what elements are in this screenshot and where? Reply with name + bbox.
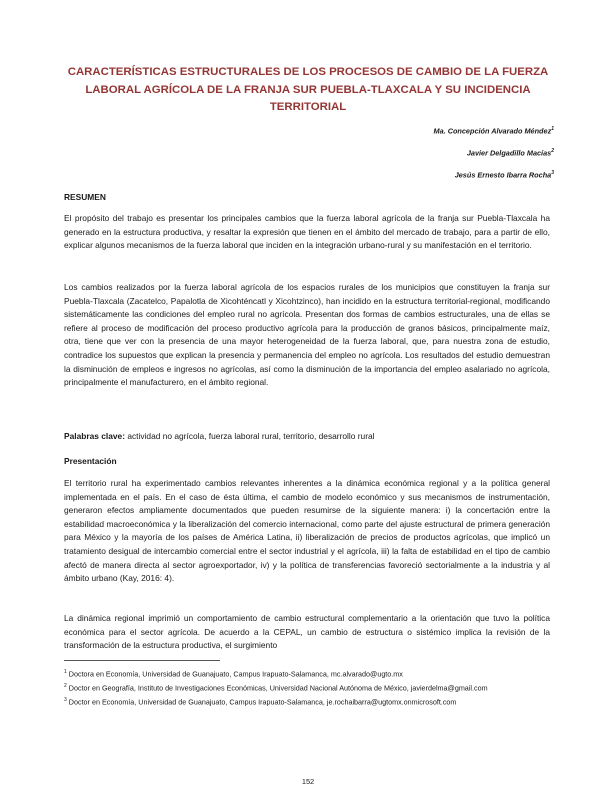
footnote-text: Doctor en Economía, Universidad de Guanajuato, Campus Irapuato-Salamanca, je.rochaibarra@ugtomx.onmicrosoft.com bbox=[68, 697, 457, 707]
keywords bbox=[64, 430, 550, 444]
footnote-mark: 3 bbox=[64, 696, 67, 703]
footnote-1 bbox=[64, 667, 550, 680]
footnote-2 bbox=[64, 681, 550, 694]
author-1 bbox=[254, 122, 554, 144]
author-name: Ma. Concepción Alvarado Méndez bbox=[433, 126, 552, 136]
presentacion-paragraph-2: La dinámica regional imprimió un comportamiento de cambio estructural complementario a la orientación que tuvo la política económica para el sector agrícola. De acuerdo a la CEPAL, un cambio de estructura o sistémico implica la revisión de la transformación de la estructura productiva, el surgimiento bbox=[64, 613, 550, 651]
author-3 bbox=[254, 166, 554, 188]
footnote-3 bbox=[64, 695, 550, 708]
resumen-heading: RESUMEN bbox=[64, 192, 106, 202]
footnote-divider bbox=[64, 660, 220, 661]
presentacion-heading: Presentación bbox=[64, 456, 117, 466]
author-2 bbox=[254, 144, 554, 166]
presentacion-paragraph-1: El territorio rural ha experimentado cambios relevantes inherentes a la dinámica económica regional y a la política general implementada en el país. En el caso de ésta última, el cambio de modelo económico y sus mecanismos de instrumentación, generaron efectos ampliamente documentados que pueden resumirse de la siguiente manera: i) la concertación entre la estabilidad macroeconómica y la liberalización del comercio internacional, como parte del ajuste estructural de primera generación para México y la mayoría de los países de América Latina, ii) liberalización de precios de productos agrícolas, que implicó un tratamiento desigual de intercambio comercial entre el sector industrial y el agrícola, iii) la falta de estabilidad en el tipo de cambio afectó de manera directa al sector agroexportador, iv) y la política de transferencias favoreció sectorialmente a la industria y al ámbito urbano (Kay, 2016: 4). bbox=[64, 478, 550, 584]
resumen-paragraph-1: El propósito del trabajo es presentar los principales cambios que la fuerza laboral agrícola de la franja sur Puebla-Tlaxcala ha generado en la estructura productiva, y resaltar la expresión que tienen en el ámbito del mercado de trabajo, para a partir de ello, explicar algunos mecanismos de la fuerza laboral que inciden en la integración urbano-rural y su manifestación en el territorio. bbox=[64, 213, 550, 251]
resumen-paragraph-2: Los cambios realizados por la fuerza laboral agrícola de los espacios rurales de los municipios que constituyen la franja sur Puebla-Tlaxcala (Zacatelco, Papalotla de Xicohténcatl y Xicohtzinco), han incidido en la estructura territorial-regional, modificando sistemáticamente las condiciones del empleo rural no agrícola. Presentan dos formas de cambios estructurales, una de ellas se refiere al proceso de modificación del proceso productivo agrícola para la producción de granos básicos, principalmente maíz, otra, tiene que ver con la presencia de una mayor heterogeneidad de la fuerza laboral, que, para nuestra zona de estudio, contradice los supuestos que explican la presencia y permanencia del empleo no agrícola. Los resultados del estudio demuestran la disminución de empleos e ingresos no agrícolas, así como la disminución de la importancia del empleo asalariado no agrícola, principalmente el manufacturero, en el ámbito regional. bbox=[64, 282, 550, 388]
author-list bbox=[254, 122, 554, 188]
author-name: Jesús Ernesto Ibarra Rocha bbox=[454, 170, 552, 180]
author-footnote-mark: 1 bbox=[551, 126, 554, 132]
paper-title: CARACTERÍSTICAS ESTRUCTURALES DE LOS PROCESOS DE CAMBIO DE LA FUERZA LABORAL AGRÍCOLA DE LA FRANJA SUR PUEBLA-TLAXCALA Y SU INCIDENCIA TERRITORIAL bbox=[67, 66, 549, 113]
page-number: 152 bbox=[301, 777, 315, 786]
keywords-text: actividad no agrícola, fuerza laboral rural, territorio, desarrollo rural bbox=[127, 431, 375, 441]
footnote-mark: 2 bbox=[64, 682, 67, 689]
author-footnote-mark: 2 bbox=[551, 148, 554, 154]
author-footnote-mark: 3 bbox=[551, 170, 554, 176]
footnote-text: Doctora en Economía, Universidad de Guanajuato, Campus Irapuato-Salamanca, mc.alvarado@ugto.mx bbox=[68, 669, 403, 679]
footnote-mark: 1 bbox=[64, 669, 67, 675]
footnote-text: Doctor en Geografía, Instituto de Investigaciones Económicas, Universidad Nacional Autónoma de México, javierdelma@gmail.com bbox=[68, 683, 488, 693]
keywords-label: Palabras clave: bbox=[64, 431, 125, 441]
author-name: Javier Delgadillo Macías bbox=[466, 148, 552, 158]
footnotes bbox=[64, 667, 550, 709]
